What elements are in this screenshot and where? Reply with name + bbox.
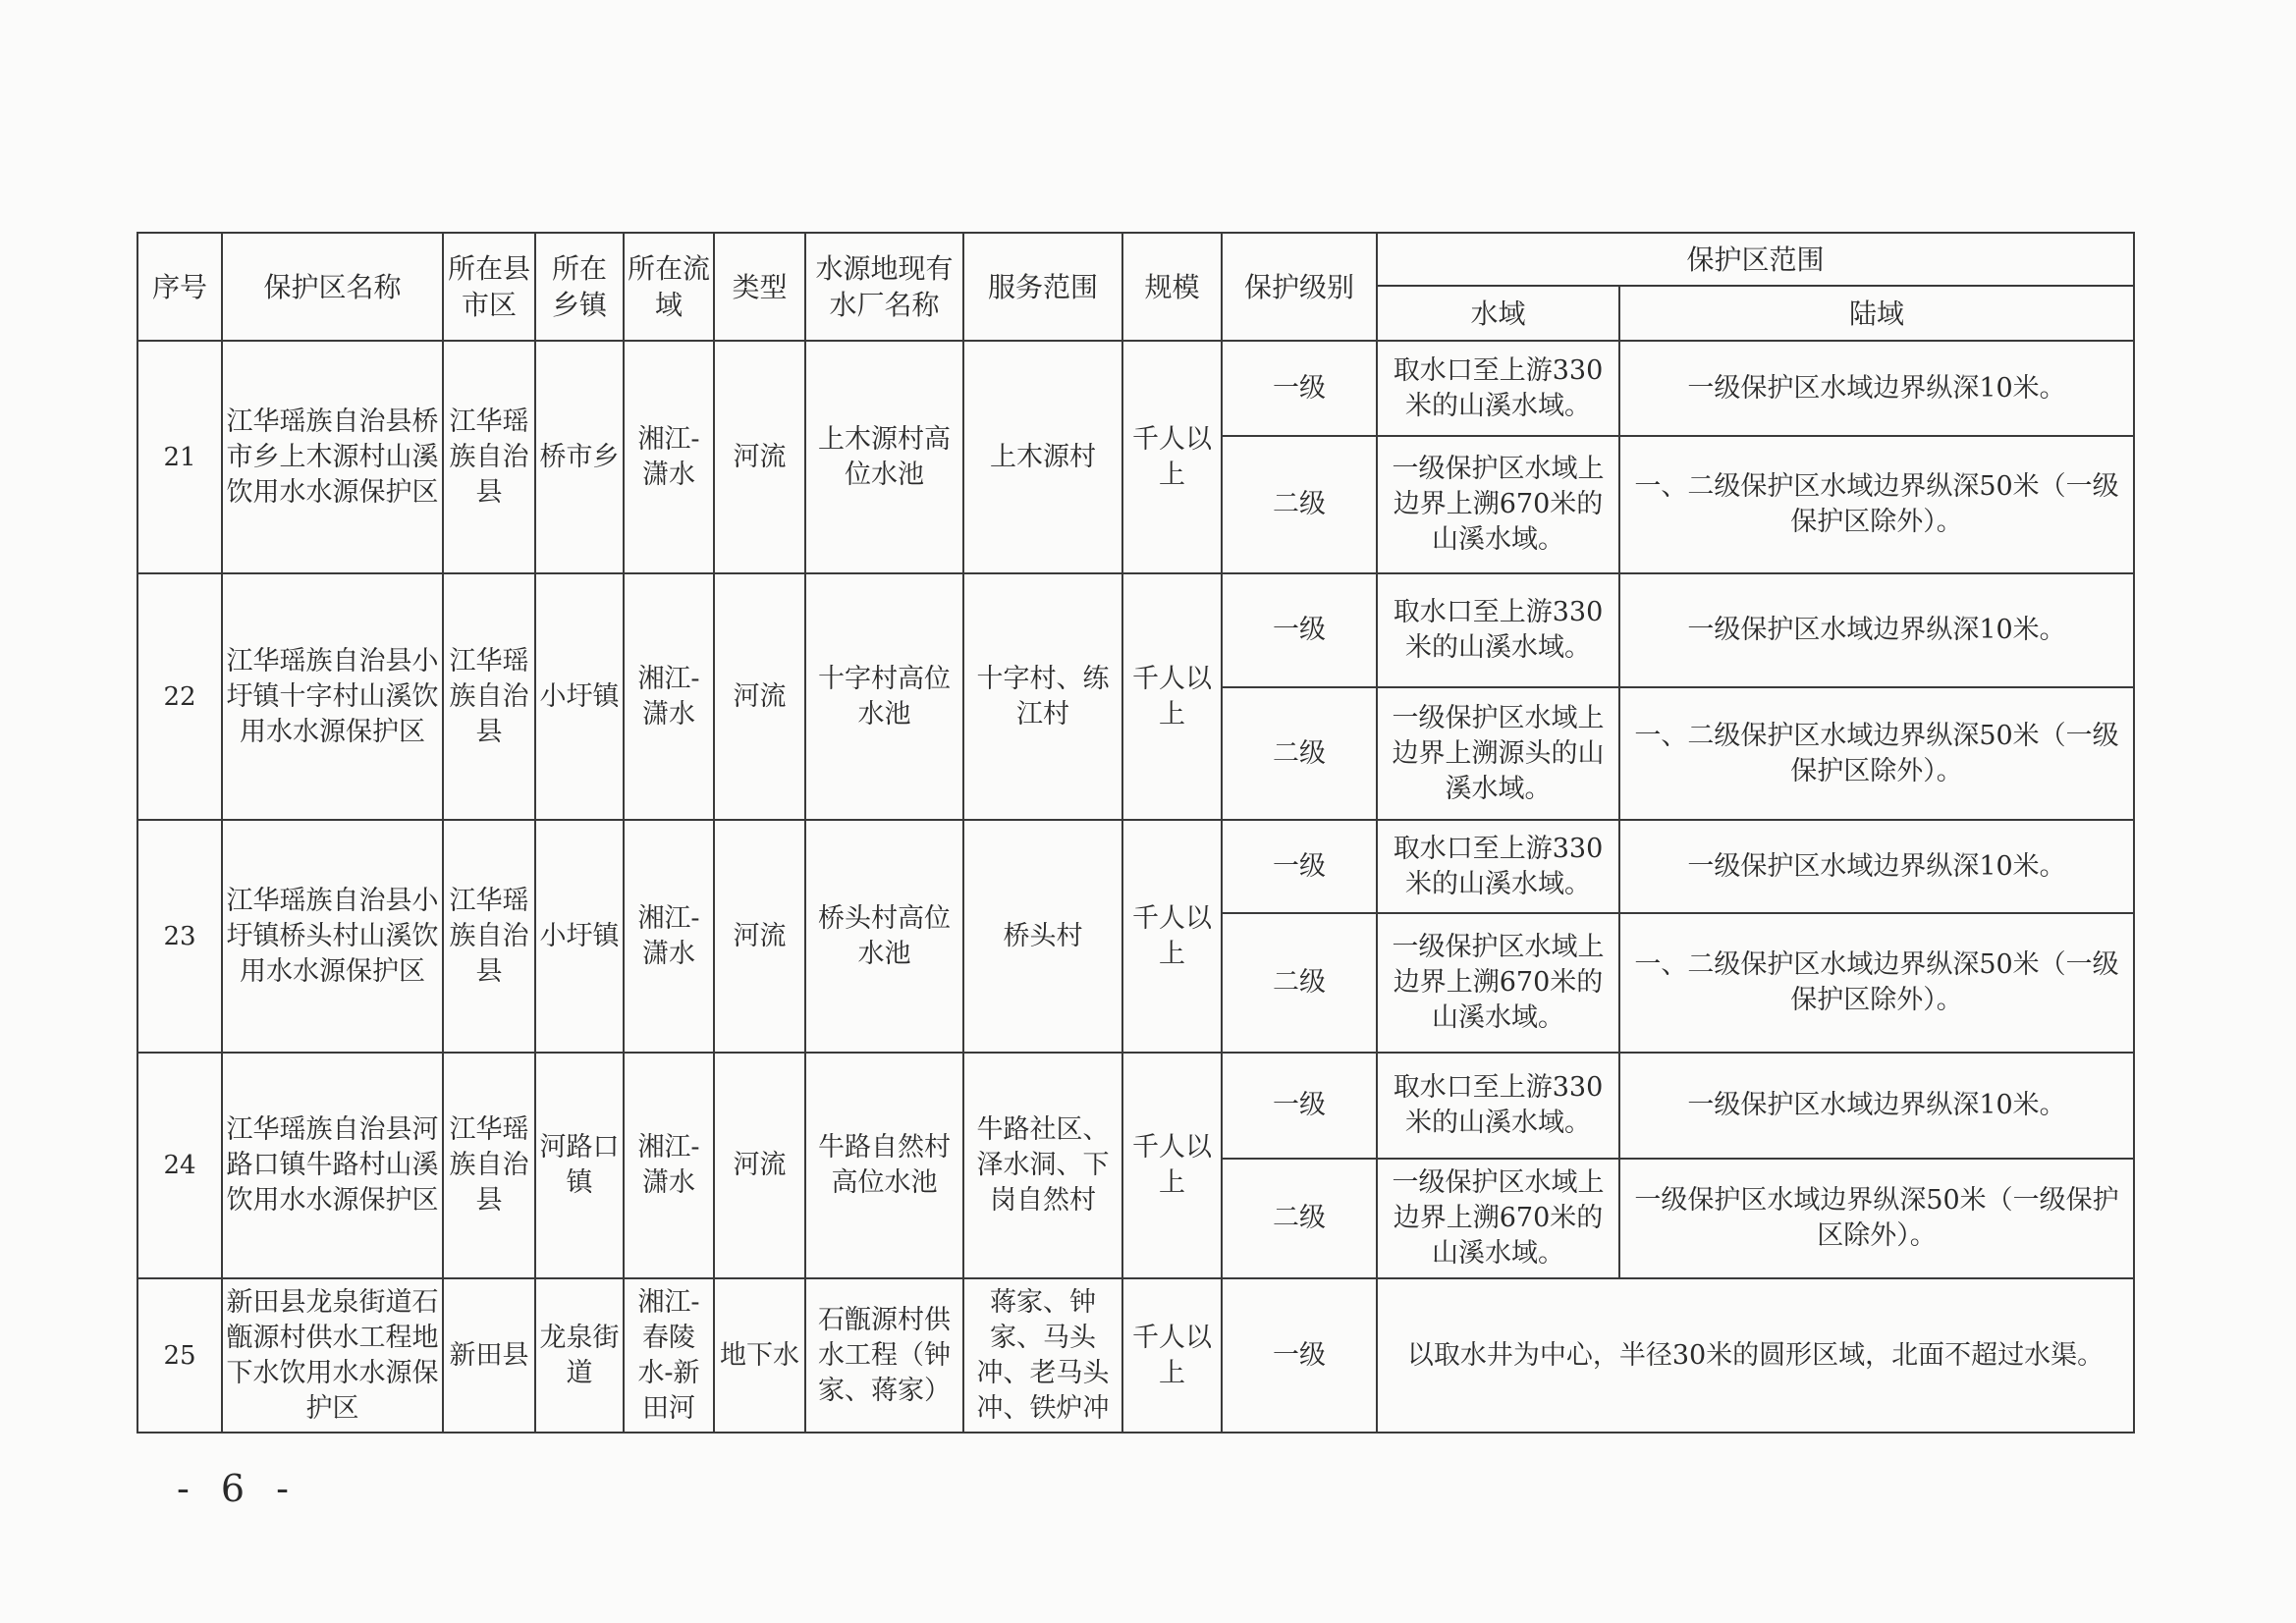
row-service: 蒋家、钟家、马头冲、老马头冲、铁炉冲 [963,1278,1122,1433]
header-range: 保护区范围 [1377,233,2134,286]
row-level-2: 二级 [1222,436,1377,573]
row-scale: 千人以上 [1122,573,1222,820]
row-level-1: 一级 [1222,341,1377,436]
table-row [137,573,2134,687]
header-seq: 序号 [137,233,222,341]
row-level-2: 二级 [1222,687,1377,820]
row-town: 小圩镇 [535,573,624,820]
row-county: 江华瑶族自治县 [443,341,535,573]
row-water-1: 取水口至上游330米的山溪水域。 [1377,341,1619,436]
header-county: 所在县市区 [443,233,535,341]
header-service: 服务范围 [963,233,1122,341]
row-water-2: 一级保护区水域上边界上溯源头的山溪水域。 [1377,687,1619,820]
row-plant: 十字村高位水池 [805,573,963,820]
row-county: 新田县 [443,1278,535,1433]
row-land-1: 一级保护区水域边界纵深10米。 [1619,573,2134,687]
table-row [137,1278,2134,1433]
row-level-2: 二级 [1222,1159,1377,1278]
row-water-1: 取水口至上游330米的山溪水域。 [1377,573,1619,687]
row-basin: 湘江-潇水 [624,1053,714,1278]
row-level-1: 一级 [1222,820,1377,913]
row-land-1: 一级保护区水域边界纵深10米。 [1619,1053,2134,1159]
table-row [137,1053,2134,1159]
row-plant: 石甑源村供水工程（钟家、蒋家） [805,1278,963,1433]
row-type: 河流 [714,820,805,1053]
row-service: 十字村、练江村 [963,573,1122,820]
row-seq: 24 [137,1053,222,1278]
row-basin: 湘江-潇水 [624,341,714,573]
row-seq: 22 [137,573,222,820]
row-seq: 21 [137,341,222,573]
row-water-1: 取水口至上游330米的山溪水域。 [1377,820,1619,913]
header-type: 类型 [714,233,805,341]
row-level-2: 二级 [1222,913,1377,1053]
row-water-2: 一级保护区水域上边界上溯670米的山溪水域。 [1377,436,1619,573]
row-town: 河路口镇 [535,1053,624,1278]
row-type: 河流 [714,1053,805,1278]
row-name: 江华瑶族自治县河路口镇牛路村山溪饮用水水源保护区 [222,1053,443,1278]
row-name: 新田县龙泉街道石甑源村供水工程地下水饮用水水源保护区 [222,1278,443,1433]
row-land-2: 一、二级保护区水域边界纵深50米（一级保护区除外）。 [1619,687,2134,820]
row-basin: 湘江-潇水 [624,573,714,820]
row-name: 江华瑶族自治县小圩镇桥头村山溪饮用水水源保护区 [222,820,443,1053]
row-land-2: 一级保护区水域边界纵深50米（一级保护区除外）。 [1619,1159,2134,1278]
row-service: 牛路社区、泽水洞、下岗自然村 [963,1053,1122,1278]
header-water: 水域 [1377,286,1619,341]
row-scale: 千人以上 [1122,1053,1222,1278]
row-type: 河流 [714,573,805,820]
row-land-2: 一、二级保护区水域边界纵深50米（一级保护区除外）。 [1619,436,2134,573]
row-scale: 千人以上 [1122,341,1222,573]
row-service: 上木源村 [963,341,1122,573]
page-number: - 6 - [177,1467,300,1510]
row-plant: 上木源村高位水池 [805,341,963,573]
row-range: 以取水井为中心，半径30米的圆形区域，北面不超过水渠。 [1377,1278,2134,1433]
row-level-1: 一级 [1222,1053,1377,1159]
header-level: 保护级别 [1222,233,1377,341]
row-type: 河流 [714,341,805,573]
row-level-1: 一级 [1222,573,1377,687]
row-plant: 桥头村高位水池 [805,820,963,1053]
protection-zone-table [137,232,2135,1434]
row-name: 江华瑶族自治县桥市乡上木源村山溪饮用水水源保护区 [222,341,443,573]
row-county: 江华瑶族自治县 [443,820,535,1053]
row-town: 龙泉街道 [535,1278,624,1433]
header-name: 保护区名称 [222,233,443,341]
row-county: 江华瑶族自治县 [443,573,535,820]
row-plant: 牛路自然村高位水池 [805,1053,963,1278]
header-land: 陆域 [1619,286,2134,341]
row-level-1: 一级 [1222,1278,1377,1433]
header-plant: 水源地现有水厂名称 [805,233,963,341]
row-seq: 23 [137,820,222,1053]
table-row [137,820,2134,913]
row-scale: 千人以上 [1122,820,1222,1053]
row-seq: 25 [137,1278,222,1433]
row-land-1: 一级保护区水域边界纵深10米。 [1619,341,2134,436]
row-scale: 千人以上 [1122,1278,1222,1433]
row-name: 江华瑶族自治县小圩镇十字村山溪饮用水水源保护区 [222,573,443,820]
row-basin: 湘江-潇水 [624,820,714,1053]
row-water-1: 取水口至上游330米的山溪水域。 [1377,1053,1619,1159]
row-service: 桥头村 [963,820,1122,1053]
row-town: 小圩镇 [535,820,624,1053]
row-land-1: 一级保护区水域边界纵深10米。 [1619,820,2134,913]
table-row [137,341,2134,436]
row-town: 桥市乡 [535,341,624,573]
row-water-2: 一级保护区水域上边界上溯670米的山溪水域。 [1377,913,1619,1053]
row-type: 地下水 [714,1278,805,1433]
header-town: 所在乡镇 [535,233,624,341]
row-county: 江华瑶族自治县 [443,1053,535,1278]
header-basin: 所在流域 [624,233,714,341]
row-water-2: 一级保护区水域上边界上溯670米的山溪水域。 [1377,1159,1619,1278]
header-scale: 规模 [1122,233,1222,341]
row-basin: 湘江-春陵水-新田河 [624,1278,714,1433]
row-land-2: 一、二级保护区水域边界纵深50米（一级保护区除外）。 [1619,913,2134,1053]
